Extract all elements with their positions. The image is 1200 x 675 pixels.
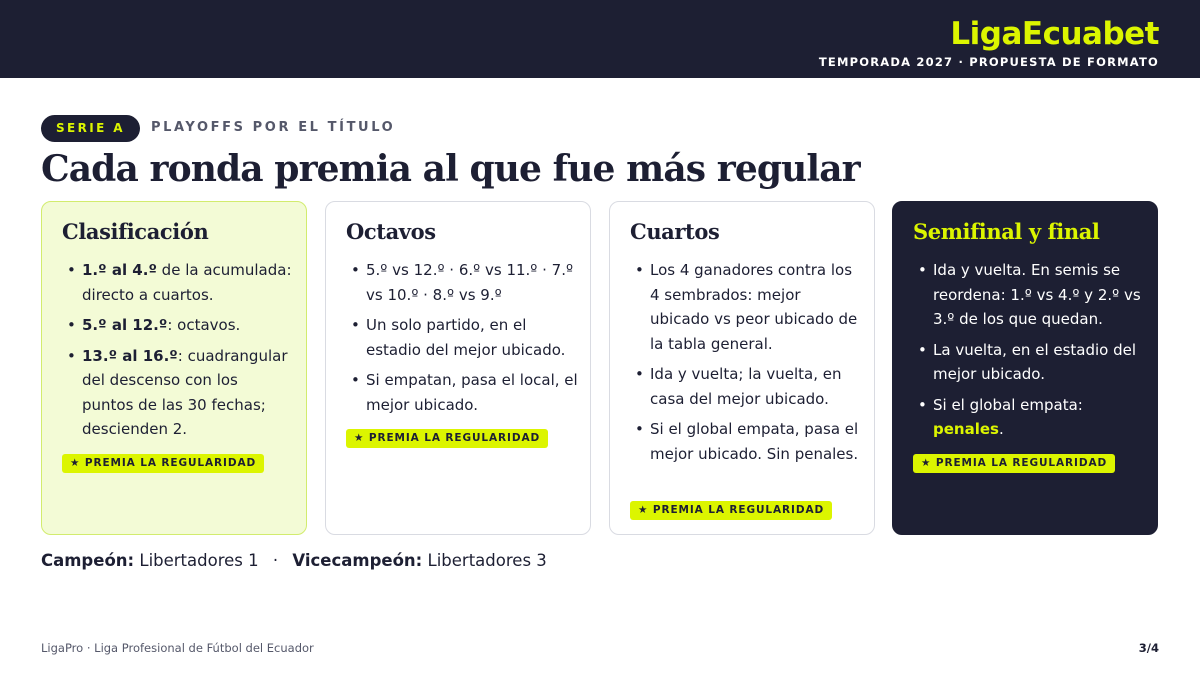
regularity-badge: ★ PREMIA LA REGULARIDAD <box>913 454 1115 473</box>
card-list <box>346 258 578 423</box>
series-pill: SERIE A <box>41 115 140 142</box>
list-item <box>346 368 578 417</box>
list-item <box>913 338 1145 387</box>
list-item <box>62 313 294 338</box>
item-text: Los 4 ganadores contra los 4 sembrados: mejor ubicado vs peor ubicado de la tabla general. <box>650 261 858 353</box>
item-text: Ida y vuelta; la vuelta, en casa del mejor ubicado. <box>650 365 842 408</box>
item-bold: 5.º al 12.º <box>82 316 168 334</box>
tag-wrap <box>893 448 1115 473</box>
card-semifinal-final <box>892 201 1158 535</box>
champion-label: Campeón: <box>41 551 135 570</box>
item-bold: 1.º al 4.º <box>82 261 157 279</box>
champion-value: Libertadores 1 <box>139 551 259 570</box>
list-item <box>913 393 1145 442</box>
item-text: 5.º vs 12.º · 6.º vs 11.º · 7.º vs 10.º · 8.º vs 9.º <box>366 261 574 304</box>
list-item <box>346 313 578 362</box>
tag-wrap <box>610 495 832 520</box>
item-bold: 13.º al 16.º <box>82 346 178 365</box>
top-bar <box>0 0 1200 78</box>
card-octavos <box>325 201 591 535</box>
item-text: Un solo partido, en el estadio del mejor ubicado. <box>366 316 566 359</box>
list-item <box>630 362 862 411</box>
card-list <box>913 258 1145 448</box>
page-number: 3/4 <box>1138 641 1159 655</box>
runnerup-label: Vicecampeón: <box>292 551 423 570</box>
list-item <box>62 258 294 307</box>
list-item <box>62 344 294 442</box>
item-text: Ida y vuelta. En semis se reordena: 1.º vs 4.º y 2.º vs 3.º de los que quedan. <box>933 261 1141 328</box>
section-kicker: PLAYOFFS POR EL TÍTULO <box>151 120 396 135</box>
list-item <box>913 258 1145 332</box>
list-item <box>630 258 862 356</box>
list-item <box>630 417 862 466</box>
card-cuartos <box>609 201 875 535</box>
item-text-after: . <box>998 420 1004 438</box>
qualification-summary <box>41 551 547 570</box>
item-text: Si empatan, pasa el local, el mejor ubicado. <box>366 371 578 414</box>
item-text: Si el global empata: <box>933 395 1083 414</box>
brand-logo-text: LigaEcuabet <box>950 16 1159 52</box>
item-text: La vuelta, en el estadio del mejor ubicado. <box>933 340 1137 383</box>
runnerup-value: Libertadores 3 <box>427 551 547 570</box>
tag-wrap <box>42 448 264 473</box>
item-highlight: penales <box>933 420 999 438</box>
regularity-badge: ★ PREMIA LA REGULARIDAD <box>630 501 832 520</box>
tag-wrap <box>326 423 548 448</box>
card-title: Octavos <box>346 219 436 244</box>
card-title: Cuartos <box>630 219 720 244</box>
season-subtitle: TEMPORADA 2027 · PROPUESTA DE FORMATO <box>818 55 1159 69</box>
item-text: de la acumulada: directo a cuartos. <box>82 261 292 304</box>
card-title: Semifinal y final <box>913 219 1100 244</box>
card-title: Clasificación <box>62 219 209 244</box>
regularity-badge: ★ PREMIA LA REGULARIDAD <box>62 454 264 473</box>
page-title: Cada ronda premia al que fue más regular <box>41 148 860 190</box>
list-item <box>346 258 578 307</box>
card-clasificacion <box>41 201 307 535</box>
item-text: Si el global empata, pasa el mejor ubicado. Sin penales. <box>650 420 859 463</box>
item-text: : cuadrangular del descenso con los puntos de las 30 fechas; descienden 2. <box>82 346 288 438</box>
item-text: : octavos. <box>167 316 241 334</box>
footer-source: LigaPro · Liga Profesional de Fútbol del Ecuador <box>41 641 314 655</box>
summary-separator: · <box>272 551 279 570</box>
card-list <box>630 258 862 472</box>
regularity-badge: ★ PREMIA LA REGULARIDAD <box>346 429 548 448</box>
card-list <box>62 258 294 448</box>
